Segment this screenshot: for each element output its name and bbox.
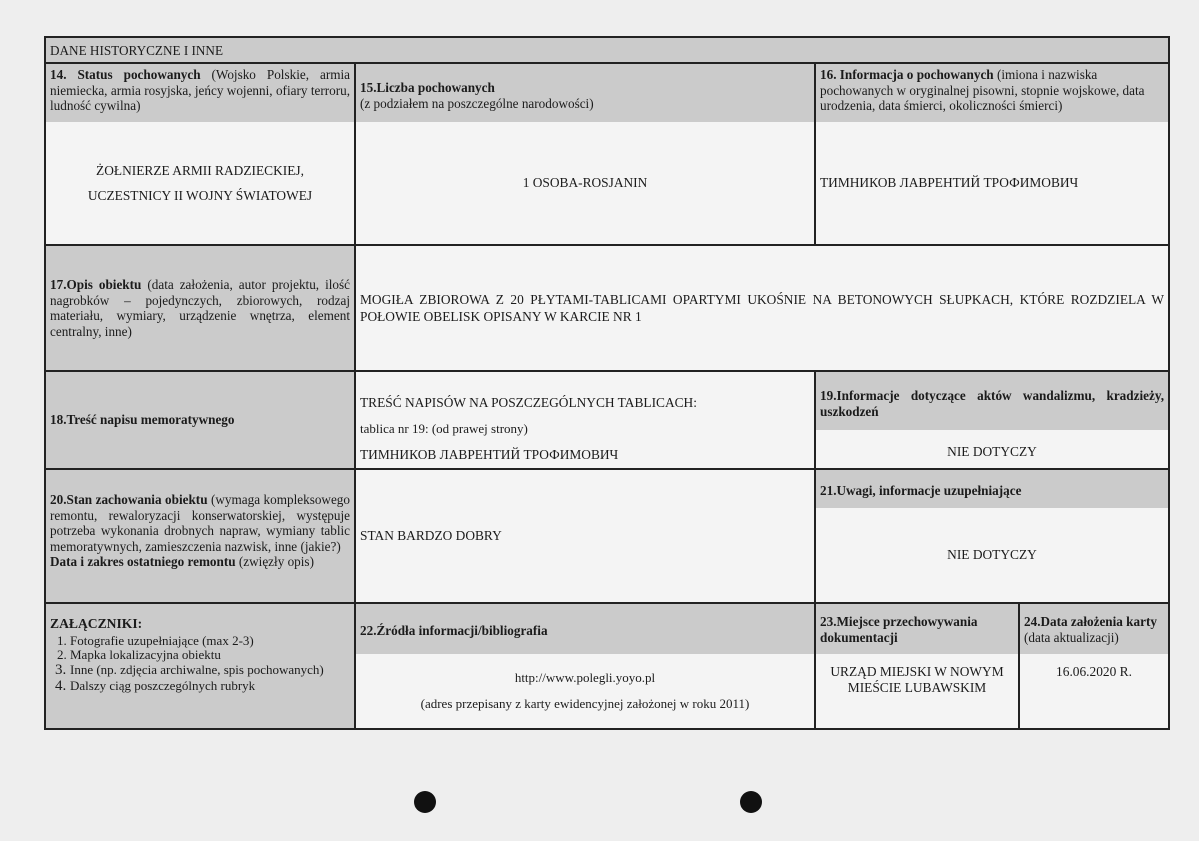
punch-hole	[740, 791, 762, 813]
field-20-label-text2: (zwięzły opis)	[235, 554, 314, 569]
field-21-value	[816, 508, 1168, 602]
field-21-label-bold: 21.Uwagi, informacje uzupełniające	[820, 483, 1022, 498]
grid-line	[46, 370, 1168, 372]
field-20-value	[356, 470, 814, 602]
grid-line	[46, 62, 1168, 64]
field-24-value-text: 16.06.2020 R.	[1056, 664, 1132, 679]
field-23-value	[816, 654, 1018, 728]
field-18-value-line1: TREŚĆ NAPISÓW NA POSZCZEGÓLNYCH TABLICACH:	[360, 395, 697, 410]
field-17-label-text: (data założenia, autor projektu, ilość nagrobków – pojedynczych, zbiorowych, rodzaj materiału, wymiary, urządzenie wnętrza, element centralny, inne)	[50, 277, 350, 339]
attachment-item: 2. Mapka lokalizacyjna obiektu	[70, 648, 350, 663]
field-23-value-text: URZĄD MIEJSKI W NOWYM MIEŚCIE LUBAWSKIM	[830, 664, 1004, 695]
field-19-label-bold: 19.Informacje dotyczące aktów wandalizmu, kradzieży, uszkodzeń	[820, 388, 1164, 419]
section-header-text: DANE HISTORYCZNE I INNE	[50, 43, 224, 58]
field-14-value-line1: ŻOŁNIERZE ARMII RADZIECKIEJ,	[96, 163, 304, 178]
field-14-value	[46, 122, 354, 244]
field-24-label	[1020, 604, 1168, 654]
grid-line	[814, 64, 816, 244]
attachments-box	[46, 604, 354, 728]
field-24-value	[1020, 654, 1168, 728]
attachments-list	[50, 634, 350, 694]
field-20-label-bold: 20.Stan zachowania obiektu	[50, 492, 208, 507]
field-16-value-text: ТИМНИКОВ ЛАВРЕНТИЙ ТРОФИМОВИЧ	[820, 175, 1079, 190]
grid-line	[46, 602, 1168, 604]
field-14-label	[46, 64, 354, 122]
attachment-item: 4. Dalszy ciąg poszczególnych rubryk	[70, 679, 350, 694]
field-21-label	[816, 470, 1168, 508]
field-15-label-bold: 15.Liczba pochowanych	[360, 80, 495, 95]
field-19-label	[816, 372, 1168, 430]
field-17-label-bold: 17.Opis obiektu	[50, 277, 142, 292]
field-22-value-line2: (adres przepisany z karty ewidencyjnej założonej w roku 2011)	[420, 696, 750, 711]
field-17-value-text: MOGIŁA ZBIOROWA Z 20 PŁYTAMI-TABLICAMI OPARTYMI UKOŚNIE NA BETONOWYCH SŁUPKACH, KTÓRE ROZDZIELA W POŁOWIE OBELISK OPISANY W KARCIE NR 1	[360, 292, 1164, 324]
grid-line	[1018, 604, 1020, 728]
field-17-label	[46, 246, 354, 370]
field-18-value	[356, 372, 814, 468]
field-22-value-line1: http://www.polegli.yoyo.pl	[514, 670, 656, 685]
field-22-label	[356, 604, 814, 654]
field-18-label	[46, 372, 354, 468]
field-15-label-text: (z podziałem na poszczególne narodowości)	[360, 95, 594, 111]
field-15-value-text: 1 OSOBA-ROSJANIN	[522, 175, 648, 190]
historical-data-form	[44, 36, 1170, 730]
field-23-label	[816, 604, 1018, 654]
field-18-value-line2: tablica nr 19: (od prawej strony)	[360, 421, 528, 436]
field-22-value	[356, 654, 814, 728]
attachment-item: 1. Fotografie uzupełniające (max 2-3)	[70, 634, 350, 649]
field-19-value-text: NIE DOTYCZY	[947, 444, 1037, 459]
grid-line	[814, 372, 816, 728]
field-22-label-bold: 22.Źródła informacji/bibliografia	[360, 623, 548, 638]
field-19-value	[816, 430, 1168, 468]
grid-line	[46, 468, 1168, 470]
field-16-label-text: (imiona i nazwiska pochowanych w oryginalnej pisowni, stopnie wojskowe, data urodzenia, data śmierci, okoliczności śmierci)	[820, 67, 1145, 113]
grid-line	[354, 64, 356, 728]
field-15-label	[356, 64, 814, 122]
field-15-value	[356, 122, 814, 244]
field-14-label-bold: 14. Status pochowanych	[50, 67, 201, 82]
field-17-value	[356, 246, 1168, 370]
field-24-label-bold: 24.Data założenia karty	[1024, 614, 1157, 629]
field-20-value-text: STAN BARDZO DOBRY	[360, 528, 502, 543]
punch-hole	[414, 791, 436, 813]
field-24-label-text: (data aktualizacji)	[1024, 629, 1119, 645]
attachment-item: 3. Inne (np. zdjęcia archiwalne, spis pochowanych)	[70, 663, 350, 678]
attachments-title: ZAŁĄCZNIKI:	[50, 616, 143, 631]
field-20-label-bold2: Data i zakres ostatniego remontu	[50, 554, 236, 569]
field-14-label-text: (Wojsko Polskie, armia niemiecka, armia rosyjska, jeńcy wojenni, ofiary terroru, ludność cywilna)	[50, 67, 350, 113]
field-16-value	[816, 122, 1168, 244]
field-20-label-text: (wymaga kompleksowego remontu, rewaloryzacji konserwatorskiej, występuje potrzeba wykonania drobnych napraw, wymiany tablic memoratywnych, zamieszczenia nazwisk, inne (jakie?)	[50, 492, 350, 554]
field-16-label-bold: 16. Informacja o pochowanych	[820, 67, 994, 82]
field-20-label	[46, 470, 354, 602]
field-18-value-line3: ТИМНИКОВ ЛАВРЕНТИЙ ТРОФИМОВИЧ	[360, 447, 619, 462]
field-23-label-bold: 23.Miejsce przechowywania dokumentacji	[820, 614, 978, 645]
section-header	[46, 38, 1168, 62]
field-21-value-text: NIE DOTYCZY	[947, 547, 1037, 562]
grid-line	[46, 244, 1168, 246]
field-18-label-bold: 18.Treść napisu memoratywnego	[50, 412, 235, 428]
field-16-label	[816, 64, 1168, 122]
field-14-value-line2: UCZESTNICY II WOJNY ŚWIATOWEJ	[87, 188, 313, 203]
